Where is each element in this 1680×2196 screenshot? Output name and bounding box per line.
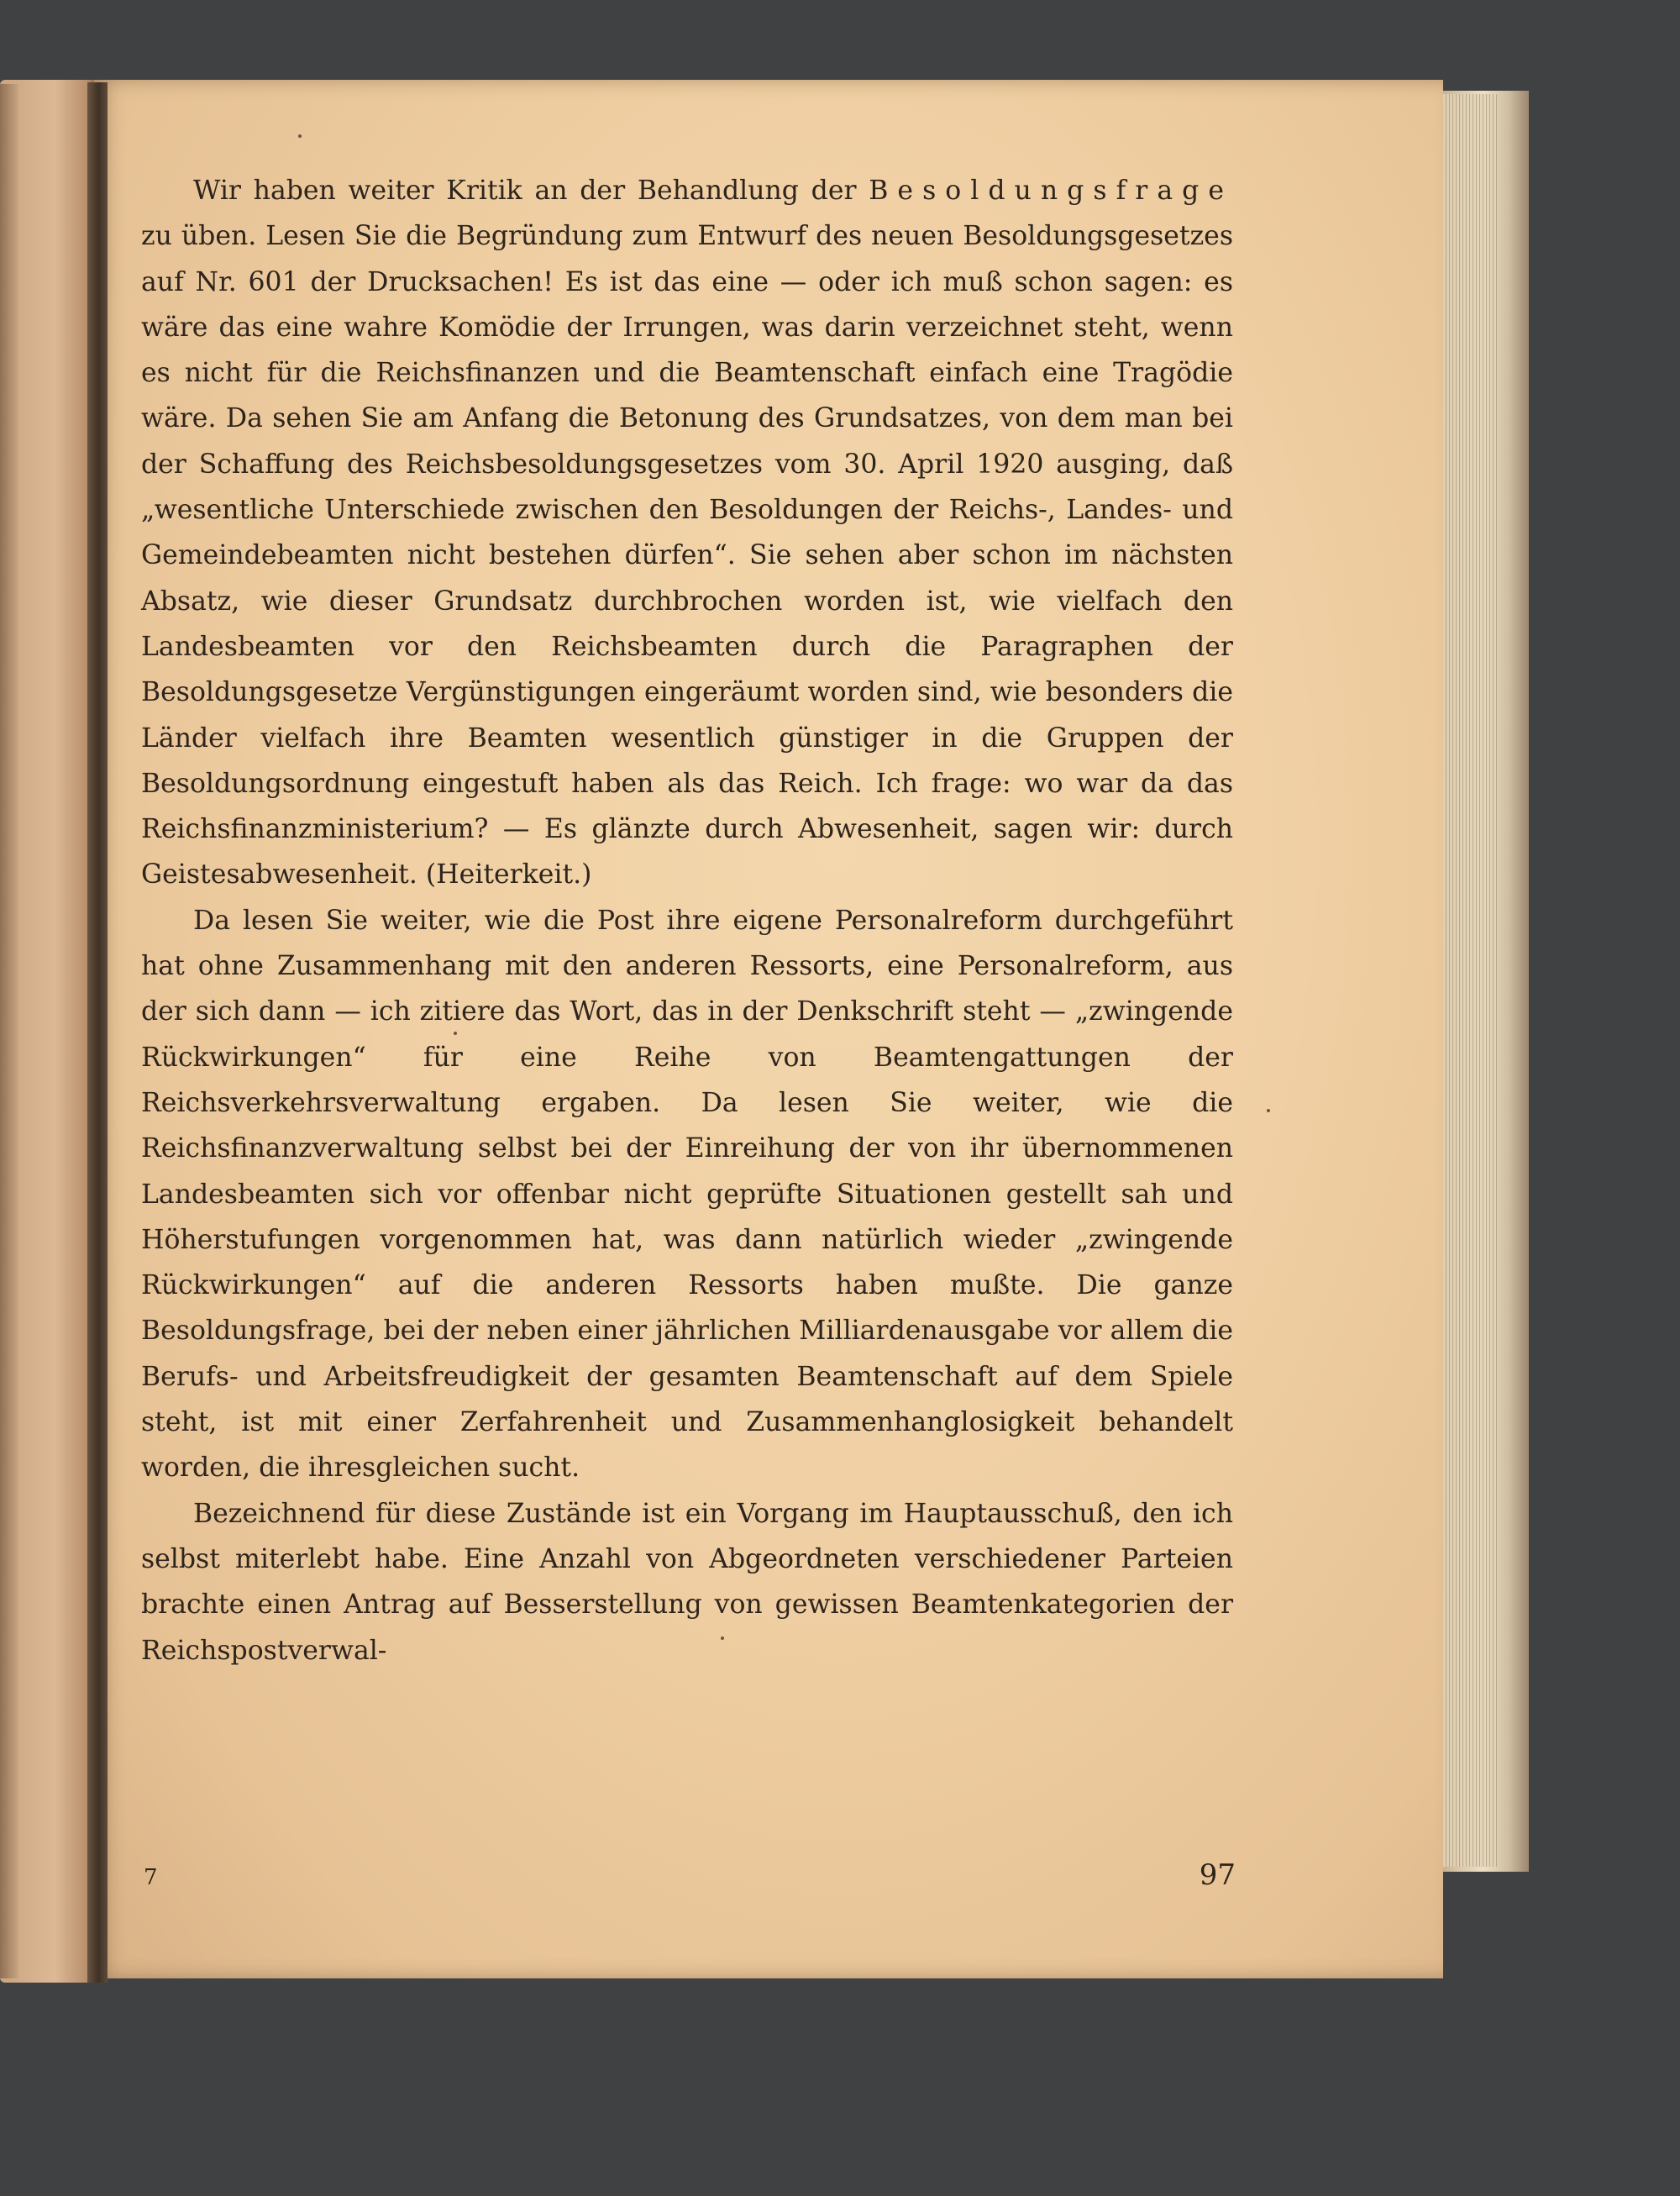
page-number: 97 [1199, 1858, 1236, 1892]
book-gutter [87, 82, 108, 1983]
paper-speck [721, 1636, 724, 1640]
paragraph-2: Da lesen Sie weiter, wie die Post ihre eigene Personalreform durchgeführt hat ohne Zusammenhang mit den anderen Ressorts, eine Personalreform, aus der sich dann — ich zitiere das Wort, das in der Denkschrift steht — „zwingende Rückwirkungen“ für eine Reihe von Beamtengattungen der Reichsverkehrsverwaltung ergaben. Da lesen Sie weiter, wie die Reichsfinanzverwaltung selbst bei der Einreihung der von ihr übernommenen Landesbeamten sich vor offenbar nicht geprüfte Situationen gestellt sah und Höherstufungen vorgenommen hat, was dann natürlich wieder „zwingende Rückwirkungen“ auf die anderen Ressorts haben mußte. Die ganze Besoldungsfrage, bei der neben einer jährlichen Milliardenausgabe vor allem die Berufs- und Arbeitsfreudigkeit der gesamten Beamtenschaft auf dem Spiele steht, ist mit einer Zerfahrenheit und Zusammenhanglosigkeit behandelt worden, die ihresgleichen sucht. [141, 905, 1233, 1484]
paragraph-1-rest: zu üben. Lesen Sie die Begründung zum Entwurf des neuen Besoldungsgesetzes auf Nr. 601 der Drucksachen! Es ist das eine — oder ich muß schon sagen: es wäre das eine wahre Komödie der Irrungen, was darin verzeichnet steht, wenn es nicht für die Reichsfinanzen und die Beamtenschaft einfach eine Tragödie wäre. Da sehen Sie am Anfang die Betonung des Grundsatzes, von dem man bei der Schaffung des Reichsbesoldungsgesetzes vom 30. April 1920 ausging, daß „wesentliche Unterschiede zwischen den Besoldungen der Reichs-, Landes- und Gemeindebeamten nicht bestehen dürfen“. Sie sehen aber schon im nächsten Absatz, wie dieser Grundsatz durchbrochen worden ist, wie vielfach den Landesbeamten vor den Reichsbeamten durch die Paragraphen der Besoldungsgesetze Vergünstigungen eingeräumt worden sind, wie besonders die Länder vielfach ihre Beamten wesentlich günstiger in die Gruppen der Besoldungsordnung eingestuft haben als das Reich. Ich frage: wo war da das Reichsfinanzministerium? — Es glänzte durch Abwesenheit, sagen wir: durch Geistesabwesenheit. (Heiterkeit.) [141, 221, 1233, 890]
paragraph-1-start: Wir haben weiter Kritik an der Behandlung der [193, 176, 869, 206]
page-footer [139, 1858, 1236, 1900]
paper-speck [454, 1032, 457, 1035]
spaced-term: Besoldungsfrage [869, 176, 1233, 206]
paragraph-3: Bezeichnend für diese Zustände ist ein Vorgang im Hauptausschuß, den ich selbst miterlebt habe. Eine Anzahl von Abgeordneten verschiedener Parteien brachte einen Antrag auf Besserstellung von gewissen Beamtenkategorien der Reichspostverwal- [141, 1498, 1233, 1666]
paper-speck [298, 134, 302, 138]
page-body-text [141, 168, 1233, 1673]
left-page-edge [0, 84, 18, 1978]
page-stack-edge [1436, 94, 1497, 1867]
paper-speck [1267, 1109, 1270, 1112]
paragraph-1 [141, 168, 1233, 898]
signature-mark: 7 [144, 1865, 158, 1890]
